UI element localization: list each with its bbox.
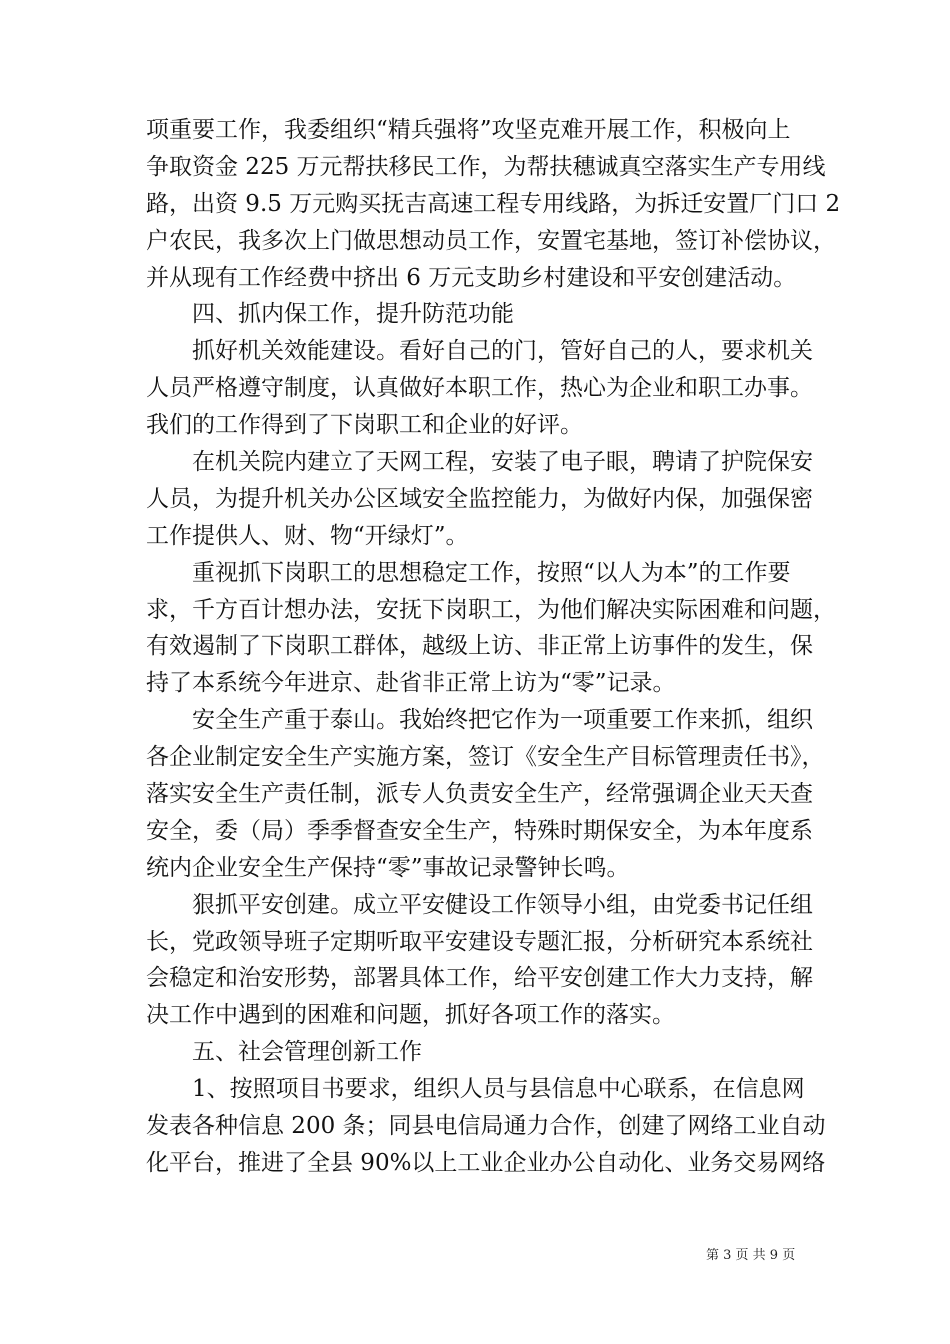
page-number-footer: 第 3 页 共 9 页 [706, 1248, 796, 1263]
section-heading-4: 四、抓内保工作，提升防范功能 [146, 301, 514, 328]
text-line: 在机关院内建立了天网工程，安装了电子眼，聘请了护院保安 [146, 449, 813, 476]
text-line: 并从现有工作经费中挤出 6 万元支助乡村建设和平安创建活动。 [146, 264, 797, 291]
text-line: 路，出资 9.5 万元购买抚吉高速工程专用线路，为拆迁安置厂门口 2 [146, 190, 841, 217]
text-line: 落实安全生产责任制，派专人负责安全生产，经常强调企业天天查 [146, 781, 813, 808]
text-line: 决工作中遇到的困难和问题，抓好各项工作的落实。 [146, 1002, 675, 1029]
text-line: 统内企业安全生产保持“零”事故记录警钟长鸣。 [146, 854, 630, 881]
text-line: 会稳定和治安形势，部署具体工作，给平安创建工作大力支持，解 [146, 965, 813, 992]
text-line: 持了本系统今年进京、赴省非正常上访为“零”记录。 [146, 670, 676, 697]
text-line: 人员严格遵守制度，认真做好本职工作，热心为企业和职工办事。 [146, 375, 813, 402]
text-line: 争取资金 225 万元帮扶移民工作，为帮扶穗诚真空落实生产专用线 [146, 153, 826, 180]
document-body [146, 112, 841, 1182]
text-line: 工作提供人、财、物“开绿灯”。 [146, 522, 469, 549]
text-line: 户农民，我多次上门做思想动员工作，安置宅基地，签订补偿协议， [146, 227, 836, 254]
text-line: 求，千方百计想办法，安抚下岗职工，为他们解决实际困难和问题， [146, 596, 836, 623]
text-line: 各企业制定安全生产实施方案，签订《安全生产目标管理责任书》， [146, 744, 825, 771]
text-line: 1、按照项目书要求，组织人员与县信息中心联系，在信息网 [146, 1076, 805, 1103]
text-line: 人员，为提升机关办公区域安全监控能力，为做好内保，加强保密 [146, 485, 813, 512]
text-line: 项重要工作，我委组织“精兵强将”攻坚克难开展工作，积极向上 [146, 117, 791, 143]
section-heading-5: 五、社会管理创新工作 [146, 1039, 422, 1066]
text-line: 重视抓下岗职工的思想稳定工作，按照“以人为本”的工作要 [146, 559, 791, 586]
text-line: 安全，委（局）季季督查安全生产，特殊时期保安全，为本年度系 [146, 817, 813, 844]
text-line: 抓好机关效能建设。看好自己的门，管好自己的人，要求机关 [146, 338, 813, 365]
text-line: 安全生产重于泰山。我始终把它作为一项重要工作来抓，组织 [146, 707, 813, 734]
text-line: 化平台，推进了全县 90%以上工业企业办公自动化、业务交易网络 [146, 1149, 826, 1176]
text-line: 长，党政领导班子定期听取平安建设专题汇报，分析研究本系统社 [146, 928, 813, 955]
text-line: 有效遏制了下岗职工群体，越级上访、非正常上访事件的发生，保 [146, 633, 813, 660]
text-line: 狠抓平安创建。成立平安健设工作领导小组，由党委书记任组 [146, 891, 813, 918]
text-line: 发表各种信息 200 条；同县电信局通力合作，创建了网络工业自动 [146, 1113, 826, 1140]
text-line: 我们的工作得到了下岗职工和企业的好评。 [146, 412, 583, 439]
